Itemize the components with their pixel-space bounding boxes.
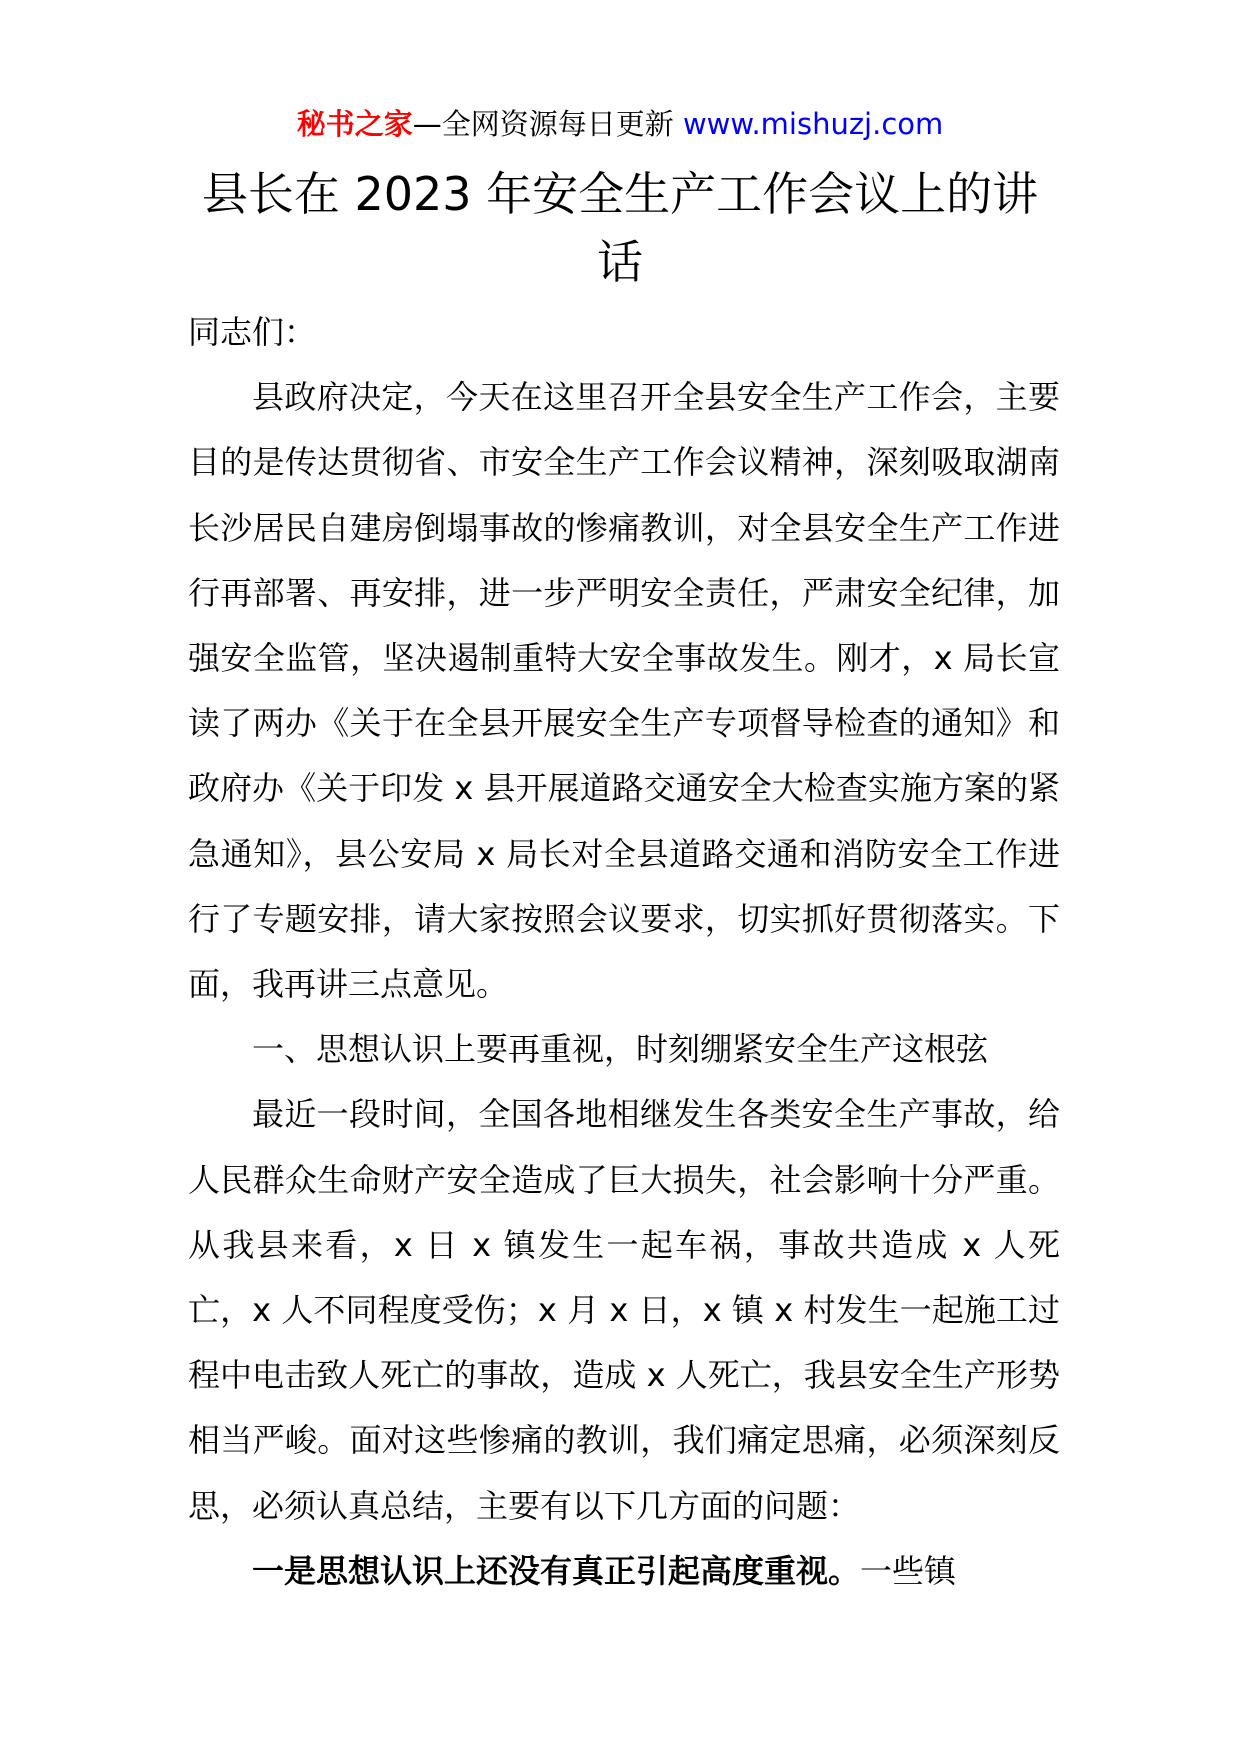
section-heading-1: 一、思想认识上要再重视，时刻绷紧安全生产这根弦 xyxy=(252,1030,989,1069)
brand-name: 秘书之家 xyxy=(296,107,413,141)
point-1-text: 一些镇 xyxy=(860,1551,957,1590)
document-title: 县长在 2023 年安全生产工作会议上的讲话 xyxy=(201,167,1039,289)
paragraph-point-1 xyxy=(188,1539,1060,1604)
document-body xyxy=(188,300,1060,1604)
paragraph-situation: 最近一段时间，全国各地相继发生各类安全生产事故，给人民群众生命财产安全造成了巨大损失，社会影响十分严重。从我县来看，x 日 x 镇发生一起车祸，事故共造成 x 人死亡，x 人不同程度受伤；x 月 x 日，x 镇 x 村发生一起施工过程中电击致人死亡的事故，造成 x 人死亡，我县安全生产形势相当严峻。面对这些惨痛的教训，我们痛定思痛，必须深刻反思，必须认真总结，主要有以下几方面的问题： xyxy=(188,1095,1060,1525)
salutation: 同志们： xyxy=(188,313,317,351)
header-banner xyxy=(0,104,1240,144)
point-1-bold-lead: 一是思想认识上还没有真正引起高度重视。 xyxy=(252,1551,861,1590)
site-url-link[interactable]: www.mishuzj.com xyxy=(682,107,944,141)
header-tagline: —全网资源每日更新 xyxy=(412,107,683,141)
paragraph-intro: 县政府决定，今天在这里召开全县安全生产工作会，主要目的是传达贯彻省、市安全生产工作会议精神，深刻吸取湖南长沙居民自建房倒塌事故的惨痛教训，对全县安全生产工作进行再部署、再安排，进一步严明安全责任，严肃安全纪律，加强安全监管，坚决遏制重特大安全事故发生。刚才，x 局长宣读了两办《关于在全县开展安全生产专项督导检查的通知》和政府办《关于印发 x 县开展道路交通安全大检查实施方案的紧急通知》，县公安局 x 局长对全县道路交通和消防安全工作进行了专题安排，请大家按照会议要求，切实抓好贯彻落实。下面，我再讲三点意见。 xyxy=(188,378,1060,1004)
